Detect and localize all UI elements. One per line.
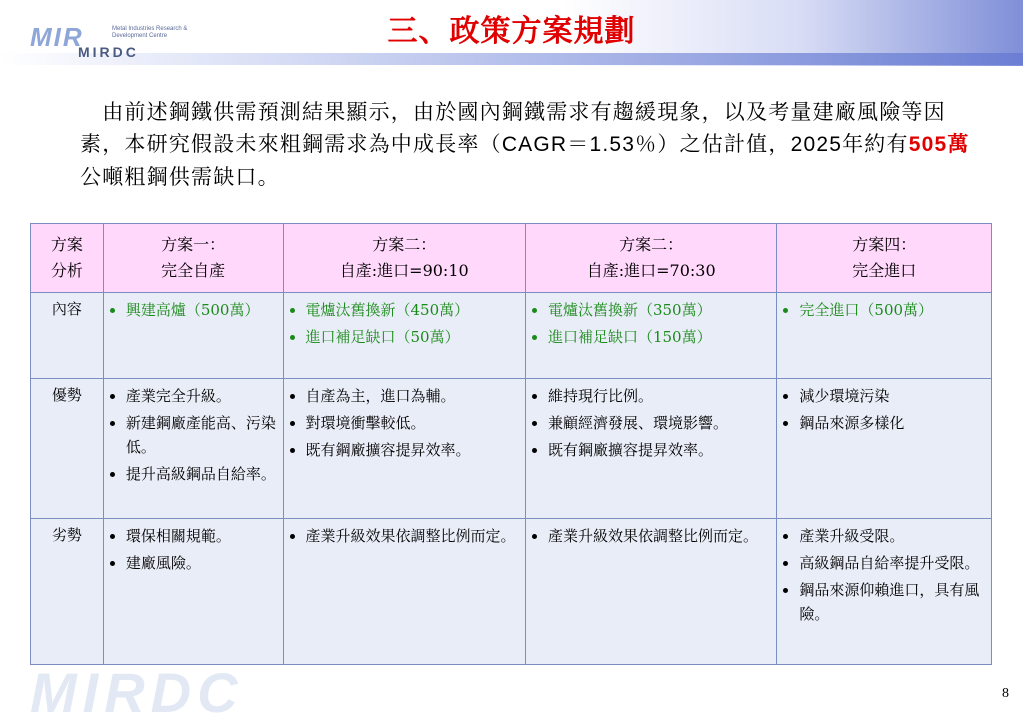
list-item: • 對環境衝擊較低。: [306, 411, 521, 435]
slide-title: 三、政策方案規劃: [387, 14, 636, 49]
list-item: • 高級鋼品自給率提升受限。: [799, 551, 987, 575]
list-item: • 完全進口（500萬）: [799, 298, 987, 322]
para-highlight-number: 505: [908, 133, 948, 156]
advantage-plan3-cell: [525, 379, 776, 519]
row-label-disadvantage: 劣勢: [31, 519, 104, 665]
table-header-row: [31, 224, 992, 293]
disadvantage-plan3-cell: [525, 519, 776, 665]
list-item: • 新建鋼廠產能高、污染低。: [126, 411, 279, 459]
list-item: • 電爐汰舊換新（350萬）: [548, 298, 772, 322]
list-item: • 建廠風險。: [126, 551, 279, 575]
list-item: • 環保相關規範。: [126, 524, 279, 548]
table-row-advantage: [31, 379, 992, 519]
page-number: 8: [1002, 686, 1009, 701]
policy-comparison-table: [30, 223, 992, 665]
footer-watermark-logo: MIRDC: [30, 661, 244, 724]
list-item: • 鋼品來源多樣化: [799, 411, 987, 435]
disadvantage-plan2-cell: [283, 519, 525, 665]
list-item: • 自產為主，進口為輔。: [306, 384, 521, 408]
list-item: • 興建高爐（500萬）: [126, 298, 279, 322]
list-item: • 產業完全升級。: [126, 384, 279, 408]
content-plan4-cell: [777, 293, 992, 379]
list-item: • 提升高級鋼品自給率。: [126, 462, 279, 486]
advantage-plan4-cell: [777, 379, 992, 519]
list-item: • 維持現行比例。: [548, 384, 772, 408]
content-plan3-cell: [525, 293, 776, 379]
list-item: • 兼顧經濟發展、環境影響。: [548, 411, 772, 435]
table-row-disadvantage: [31, 519, 992, 665]
header-cell-plan4: 方案四： 完全進口: [777, 224, 992, 293]
content-plan1-cell: [103, 293, 283, 379]
disadvantage-plan4-cell: [777, 519, 992, 665]
para-part1: 由前述鋼鐵供需預測結果顯示，由於國內鋼鐵需求有趨緩現象，以及考量建廠風險等因素，本研究假設未來粗鋼需求為中成長率（: [80, 100, 946, 156]
disadvantage-plan1-cell: [103, 519, 283, 665]
list-item: • 既有鋼廠擴容提昇效率。: [306, 438, 521, 462]
logo-mirdc-text: MIRDC: [78, 44, 139, 60]
header-cell-analysis: 方案 分析: [31, 224, 104, 293]
header-cell-plan2: 方案二： 自產:進口=90:10: [283, 224, 525, 293]
list-item: • 產業升級效果依調整比例而定。: [306, 524, 521, 548]
advantage-plan2-cell: [283, 379, 525, 519]
para-part2: ）之估計值，: [657, 132, 791, 156]
list-item: • 既有鋼廠擴容提昇效率。: [548, 438, 772, 462]
para-part4: 公噸粗鋼供需缺口。: [80, 165, 280, 189]
list-item: • 鋼品來源仰賴進口，具有風險。: [799, 578, 987, 626]
row-label-content: 內容: [31, 293, 104, 379]
header-cell-plan3: 方案二： 自產:進口=70:30: [525, 224, 776, 293]
intro-paragraph: [80, 96, 985, 193]
content-plan2-cell: [283, 293, 525, 379]
logo-line2: Development Centre: [112, 33, 168, 39]
para-highlight-unit: 萬: [947, 131, 970, 156]
list-item: • 電爐汰舊換新（450萬）: [306, 298, 521, 322]
list-item: • 進口補足缺口（50萬）: [306, 325, 521, 349]
logo-line1: Metal Industries Research &: [112, 26, 188, 32]
logo-mir-text: MIR: [30, 22, 84, 52]
list-item: • 產業升級效果依調整比例而定。: [548, 524, 772, 548]
advantage-plan1-cell: [103, 379, 283, 519]
table-row-content: [31, 293, 992, 379]
header-cell-plan1: 方案一： 完全自產: [103, 224, 283, 293]
row-label-advantage: 優勢: [31, 379, 104, 519]
list-item: • 進口補足缺口（150萬）: [548, 325, 772, 349]
para-cagr: CAGR＝1.53％: [501, 133, 658, 156]
list-item: • 產業升級受限。: [799, 524, 987, 548]
list-item: • 減少環境污染: [799, 384, 987, 408]
para-part3: 年約有: [842, 132, 909, 156]
para-year: 2025: [790, 133, 843, 156]
